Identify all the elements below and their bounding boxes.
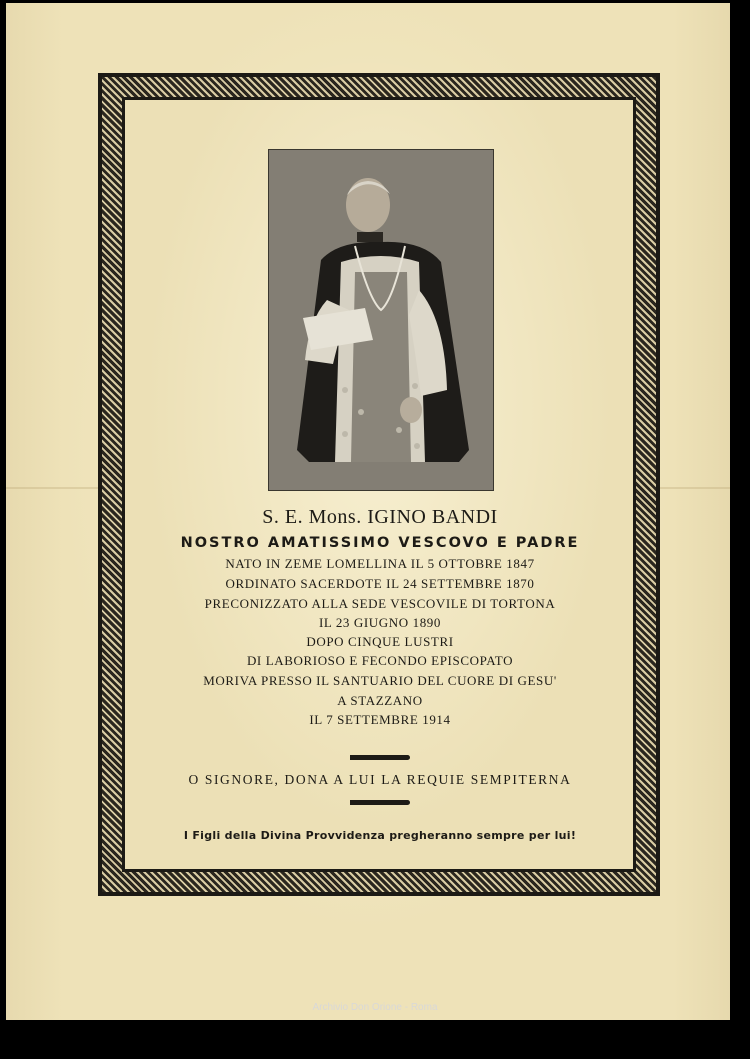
body-line: IL 7 SETTEMBRE 1914: [309, 712, 451, 727]
divider-top: [350, 755, 410, 760]
body-line: IL 23 GIUGNO 1890: [318, 615, 441, 630]
name-prefix: S. E. Mons.: [262, 506, 362, 528]
body-line: MORIVA PRESSO IL SANTUARIO DEL CUORE DI GESU': [203, 673, 557, 688]
body-line: NATO IN ZEME LOMELLINA IL 5 OTTOBRE 1847: [225, 556, 535, 571]
name-main: IGINO BANDI: [367, 506, 498, 528]
body-line: DI LABORIOSO E FECONDO EPISCOPATO: [246, 653, 514, 668]
body-line: DOPO CINQUE LUSTRI: [306, 634, 454, 649]
portrait-photo: [268, 149, 494, 491]
body-line: PRECONIZZATO ALLA SEDE VESCOVILE DI TORTONA: [204, 596, 556, 611]
subtitle: NOSTRO AMATISSIMO VESCOVO E PADRE: [180, 535, 580, 551]
bishop-name: [122, 506, 638, 529]
divider-bottom: [350, 800, 410, 805]
portrait-icon: [269, 150, 493, 490]
prayer-line: O SIGNORE, DONA A LUI LA REQUIE SEMPITERNA: [188, 772, 572, 787]
body-line: A STAZZANO: [337, 693, 423, 708]
closing-line: I Figli della Divina Provvidenza pregheranno sempre per lui!: [183, 829, 577, 842]
archive-footer: Archivio Don Orione - Roma: [312, 1002, 438, 1013]
body-line: ORDINATO SACERDOTE IL 24 SETTEMBRE 1870: [225, 576, 535, 591]
